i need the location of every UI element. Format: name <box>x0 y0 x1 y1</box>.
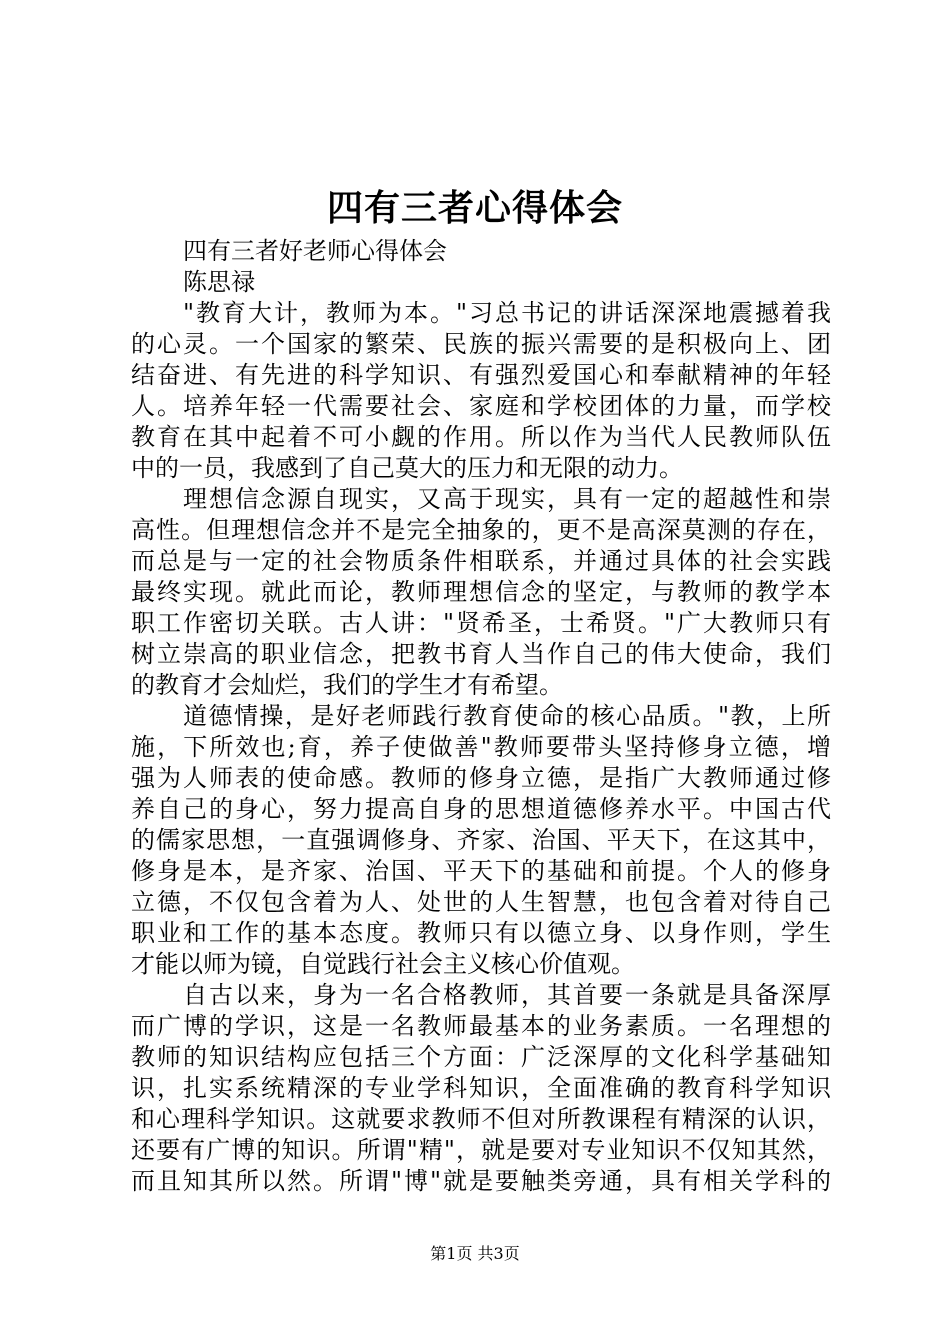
paragraph-3-line: 才能以师为镜，自觉践行社会主义核心价值观。 <box>131 950 635 978</box>
paragraph-1-line: 人。培养年轻一代需要社会、家庭和学校团体的力量，而学校 <box>131 392 831 420</box>
paragraph-1-line: 中的一员，我感到了自己莫大的压力和无限的动力。 <box>131 454 683 482</box>
page-number: 第1页 共3页 <box>430 1244 520 1263</box>
paragraph-4-line: 还要有广博的知识。所谓"精"，就是要对专业知识不仅知其然， <box>131 1136 831 1164</box>
document-title: 四有三者心得体会 <box>326 187 623 229</box>
paragraph-2-line: 最终实现。就此而论，教师理想信念的坚定，与教师的教学本 <box>131 578 831 606</box>
paragraph-3-line: 的儒家思想，一直强调修身、齐家、治国、平天下，在这其中， <box>131 826 831 854</box>
paragraph-1-line: 结奋进、有先进的科学知识、有强烈爱国心和奉献精神的年轻 <box>131 361 831 389</box>
document-body <box>131 236 831 1197</box>
paragraph-4-line: 识，扎实系统精深的专业学科知识，全面准确的教育科学知识 <box>131 1074 831 1102</box>
paragraph-1-line: 的心灵。一个国家的繁荣、民族的振兴需要的是积极向上、团 <box>131 330 831 358</box>
paragraph-2-line: 而总是与一定的社会物质条件相联系，并通过具体的社会实践 <box>131 547 831 575</box>
paragraph-1-line: "教育大计，教师为本。"习总书记的讲话深深地震撼着我 <box>183 299 831 327</box>
paragraph-2-line: 理想信念源自现实，又高于现实，具有一定的超越性和崇 <box>183 485 831 513</box>
paragraph-4-line: 教师的知识结构应包括三个方面：广泛深厚的文化科学基础知 <box>131 1043 831 1071</box>
paragraph-4-line: 自古以来，身为一名合格教师，其首要一条就是具备深厚 <box>183 981 831 1009</box>
paragraph-4-line: 而广博的学识，这是一名教师最基本的业务素质。一名理想的 <box>131 1012 831 1040</box>
paragraph-3-line: 道德情操，是好老师践行教育使命的核心品质。"教，上所 <box>183 702 831 730</box>
document-author: 陈思禄 <box>183 268 255 296</box>
paragraph-2-line: 高性。但理想信念并不是完全抽象的，更不是高深莫测的存在， <box>131 516 831 544</box>
paragraph-3-line: 修身是本，是齐家、治国、平天下的基础和前提。个人的修身 <box>131 857 831 885</box>
paragraph-3-line: 立德，不仅包含着为人、处世的人生智慧，也包含着对待自己 <box>131 888 831 916</box>
paragraph-3-line: 养自己的身心，努力提高自身的思想道德修养水平。中国古代 <box>131 795 831 823</box>
document-subtitle: 四有三者好老师心得体会 <box>183 237 447 265</box>
paragraph-4-line: 和心理科学知识。这就要求教师不但对所教课程有精深的认识， <box>131 1105 831 1133</box>
paragraph-2-line: 的教育才会灿烂，我们的学生才有希望。 <box>131 671 563 699</box>
paragraph-2-line: 树立崇高的职业信念，把教书育人当作自己的伟大使命，我们 <box>131 640 831 668</box>
paragraph-1-line: 教育在其中起着不可小觑的作用。所以作为当代人民教师队伍 <box>131 423 831 451</box>
paragraph-3-line: 强为人师表的使命感。教师的修身立德，是指广大教师通过修 <box>131 764 831 792</box>
paragraph-3-line: 职业和工作的基本态度。教师只有以德立身、以身作则，学生 <box>131 919 831 947</box>
paragraph-2-line: 职工作密切关联。古人讲："贤希圣，士希贤。"广大教师只有 <box>131 609 831 637</box>
paragraph-4-line: 而且知其所以然。所谓"博"就是要触类旁通，具有相关学科的 <box>131 1167 831 1195</box>
paragraph-3-line: 施，下所效也;育，养子使做善"教师要带头坚持修身立德，增 <box>131 733 831 761</box>
